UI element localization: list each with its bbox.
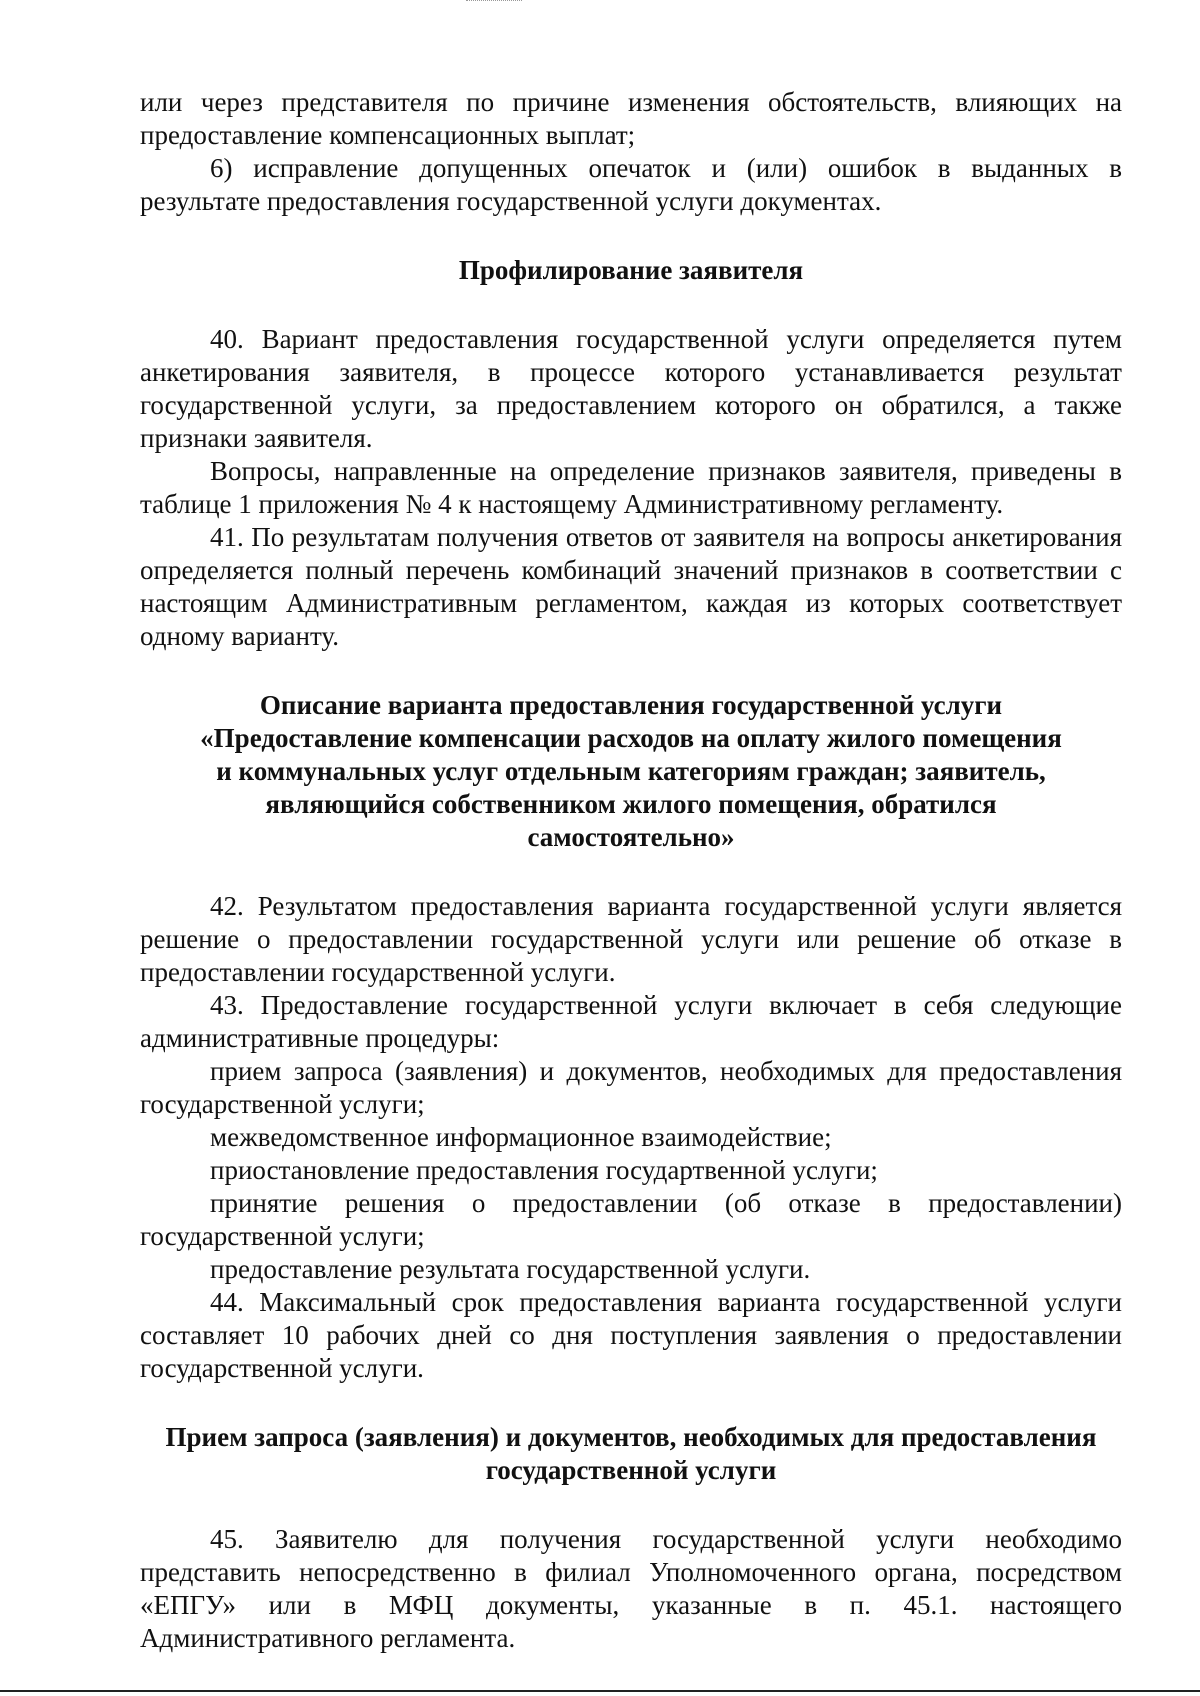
variant-title-line: самостоятельно» xyxy=(527,822,735,852)
section-title-profile: Профилирование заявителя xyxy=(458,255,804,285)
paragraph-40: 40. Вариант предоставления государственной услуги определяется путем анкетирования заявителя, в процессе которого устанавливается результат государственной услуги, за предоставлением которого он обратился, а также признаки заявителя. xyxy=(140,324,1122,453)
request-title-line: государственной услуги xyxy=(485,1455,777,1485)
section-title-request xyxy=(140,1421,1122,1487)
paragraph-42: 42. Результатом предоставления варианта государственной услуги является решение о предоставлении государственной услуги или решение об отказе в предоставлении государственной услуги. xyxy=(140,891,1122,987)
procedure-item: принятие решения о предоставлении (об отказе в предоставлении) государственной услуги; xyxy=(140,1188,1122,1251)
intro-paragraph-2: 6) исправление допущенных опечаток и (или) ошибок в выданных в результате предоставления государственной услуги документах. xyxy=(140,153,1122,216)
variant-title-line: являющийся собственником жилого помещения, обратился xyxy=(265,789,997,819)
variant-title-line: Описание варианта предоставления государственной услуги xyxy=(259,690,1003,720)
variant-title-line: и коммунальных услуг отдельным категориям граждан; заявитель, xyxy=(216,756,1046,786)
page-edge-rule xyxy=(0,1690,1200,1692)
paragraph-questions: Вопросы, направленные на определение признаков заявителя, приведены в таблице 1 приложения № 4 к настоящему Административному регламенту. xyxy=(140,456,1122,519)
section-title-variant xyxy=(140,689,1122,854)
paragraph-45: 45. Заявителю для получения государственной услуги необходимо представить непосредственно в филиал Уполномоченного органа, посредством «ЕПГУ» или в МФЦ документы, указанные в п. 45.1. настоящего Административного регламента. xyxy=(140,1524,1122,1653)
paragraph-44: 44. Максимальный срок предоставления варианта государственной услуги составляет 10 рабочих дней со дня поступления заявления о предоставлении государственной услуги. xyxy=(140,1287,1122,1383)
paragraph-43: 43. Предоставление государственной услуги включает в себя следующие административные процедуры: xyxy=(140,990,1122,1053)
intro-paragraph-1: или через представителя по причине изменения обстоятельств, влияющих на предоставление компенсационных выплат; xyxy=(140,87,1122,150)
procedure-item: межведомственное информационное взаимодействие; xyxy=(210,1122,832,1152)
variant-title-line: «Предоставление компенсации расходов на оплату жилого помещения xyxy=(200,723,1062,753)
procedure-item: прием запроса (заявления) и документов, необходимых для предоставления государственной услуги; xyxy=(140,1056,1122,1119)
document-page xyxy=(140,86,1122,1655)
request-title-line: Прием запроса (заявления) и документов, необходимых для предоставления xyxy=(165,1422,1097,1452)
procedure-item: приостановление предоставления государтвенной услуги; xyxy=(210,1155,878,1185)
procedure-item: предоставление результата государственной услуги. xyxy=(210,1254,811,1284)
scan-mark xyxy=(466,0,522,11)
paragraph-41: 41. По результатам получения ответов от заявителя на вопросы анкетирования определяется полный перечень комбинаций значений признаков в соответствии с настоящим Административным регламентом, каждая из которых соответствует одному варианту. xyxy=(140,522,1122,651)
